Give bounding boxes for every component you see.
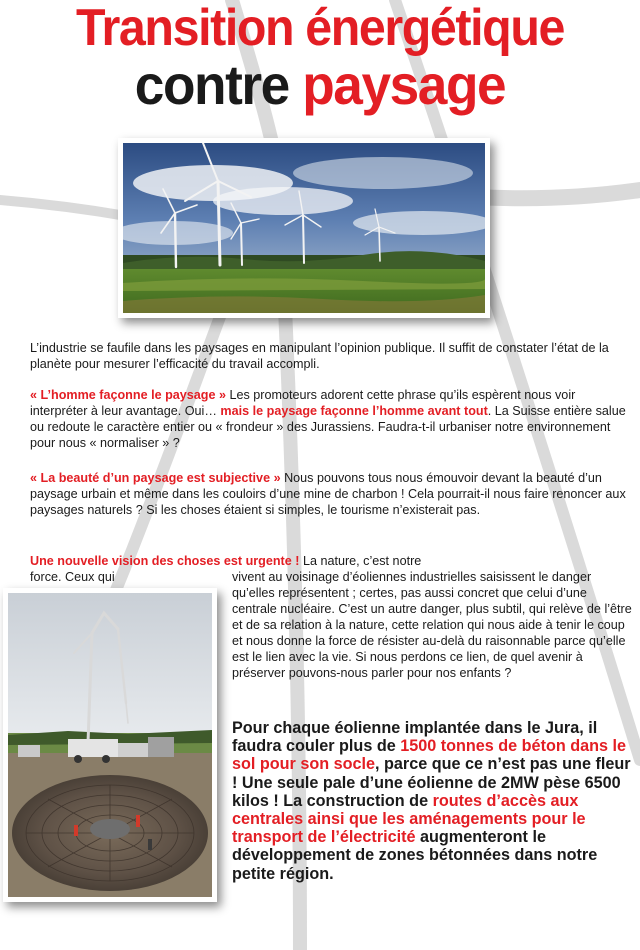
paragraph-beaute-text: Nous pouvons tous nous émouvoir devant la beauté d’un paysage urbain et même dans les couloirs d’une mine de charbon ! Cela pourrait-il nous faire renoncer aux paysages naturels ? Si les choses étaient si simples, le tourisme n’existerait pas. [30, 471, 626, 517]
title-word-contre: contre [134, 53, 289, 116]
paragraph-homme-paysage-text1: Les promoteurs adorent cette phrase qu’ils espèrent nous voir interpréter à leur avantage. Oui… [30, 388, 576, 418]
paragraph-homme-paysage [30, 387, 630, 451]
paragraph-nouvelle-vision-rest: vivent au voisinage d’éoliennes industrielles saisissent le danger qu’elles représentent ; certes, pas aussi concret que celui d’une centrale nucléaire. C’est un autre danger, plus subtil, qui relève de l’être et de sa relation à la nature, cette relation qui nous aide à tenir le coup et nous donne la force de résister au-delà du raisonnable parce qu’elle est le lien avec la vie. Si nous perdons ce lien, de quel avenir à préserver pouvons-nous parler pour nos enfants ? [232, 570, 632, 680]
paragraph-homme-paysage-lead: « L’homme façonne le paysage » [30, 388, 226, 402]
foundation-construction-photo [3, 588, 217, 902]
concrete-facts-text1: Pour chaque éolienne implantée dans le Jura, il faudra couler plus de [232, 719, 598, 756]
paragraph-beaute-lead: « La beauté d’un paysage est subjective » [30, 471, 281, 485]
concrete-facts-text3: augmenteront le développement de zones bétonnées dans notre petite région. [232, 828, 598, 883]
paragraph-nouvelle-vision-lead: Une nouvelle vision des choses est urgente ! [30, 554, 300, 568]
title-line-1: Transition énergétique [76, 0, 564, 57]
turbine-foundation-construction-image [8, 593, 212, 897]
wind-turbines-landscape-image [123, 143, 485, 313]
wind-turbines-photo [118, 138, 490, 318]
concrete-facts-red1: 1500 tonnes de béton dans le sol pour son socle [232, 737, 627, 774]
paragraph-homme-paysage-highlight: mais le paysage façonne l’homme avant tout [220, 404, 488, 418]
concrete-facts-block [232, 719, 637, 883]
intro-paragraph: L’industrie se faufile dans les paysages en manipulant l’opinion publique. Il suffit de constater l’état de la planète pour mesurer l’efficacité du travail accompli. [30, 341, 609, 371]
paragraph-beaute-subjective [30, 470, 630, 518]
title-word-paysage: paysage [302, 53, 506, 116]
paragraph-nouvelle-vision-text-first: La nature, c’est notre force. Ceux qui [30, 554, 422, 584]
paragraph-homme-paysage-text2: . La Suisse entière salue ou redoute le caractère entier ou « frondeur » des Jurassiens. Faudra-t-il urbaniser notre environnement pour nous « normaliser » ? [30, 404, 626, 450]
concrete-facts-red2: routes d’accès aux centrales ainsi que les aménagements pour le transport de l’électricité [232, 791, 586, 847]
title-line-2 [16, 53, 624, 116]
concrete-facts-text2: , parce que ce n’est pas une fleur ! Une seule pale d’une éolienne de 2MW pèse 6500 kilos ! La construction de [232, 755, 631, 810]
